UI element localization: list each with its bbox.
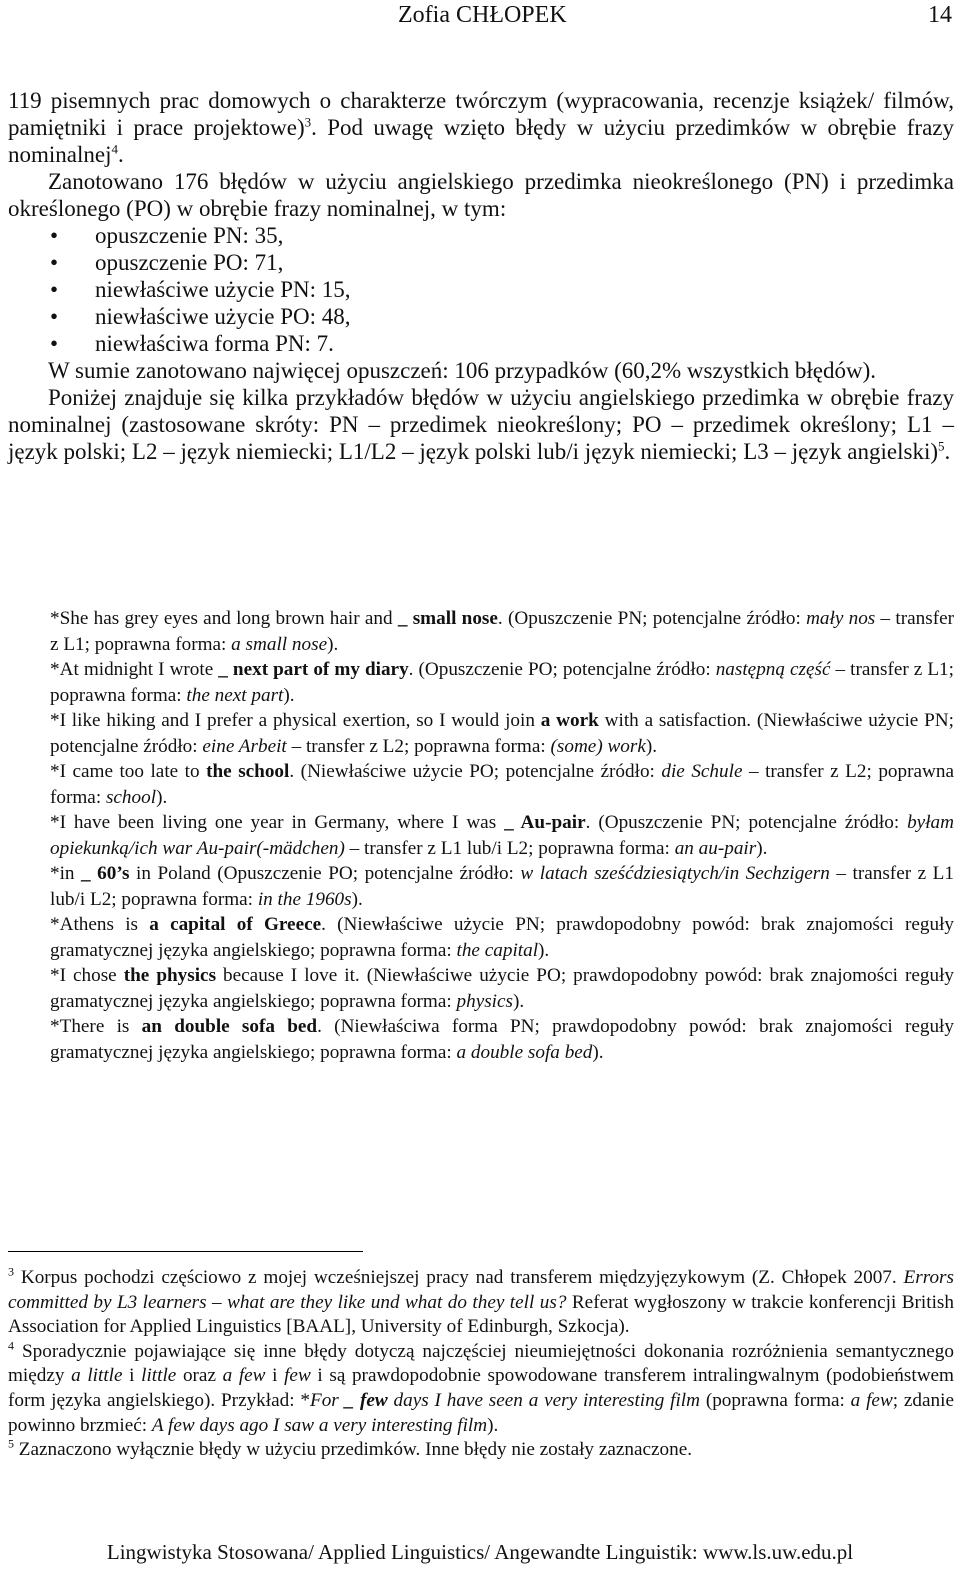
example-comment: . (Niewłaściwa forma PN; prawdopodobny powód: brak znajomości reguły gramatycznej języka angielskiego; poprawna forma: xyxy=(50,1016,954,1063)
example-source: die Schule xyxy=(661,761,743,782)
example-comment-cont: – transfer z L1; poprawna forma: xyxy=(50,659,954,706)
example-text: *There is xyxy=(50,1016,142,1037)
bullet-icon: • xyxy=(50,277,59,302)
example-item xyxy=(50,963,954,1014)
example-error: _ small nose xyxy=(397,608,498,629)
example-comment: with a satisfaction. (Niewłaściwe użycie PN; potencjalne źródło: xyxy=(50,710,954,757)
example-text: *At midnight I wrote xyxy=(50,659,219,680)
example-item xyxy=(50,1014,954,1065)
example-source: mały nos xyxy=(806,608,876,629)
header-author: Zofia CHŁOPEK xyxy=(398,2,567,28)
footnote-text: oraz xyxy=(176,1365,223,1387)
footnote-text: ). xyxy=(487,1414,499,1436)
footnote-text: i xyxy=(265,1365,285,1387)
footnote-4 xyxy=(8,1340,954,1438)
example-text: *I have been living one year in Germany, where I was xyxy=(50,812,505,833)
paragraph-4-end: . xyxy=(944,439,951,464)
example-comment-cont: – transfer z L1; poprawna forma: xyxy=(50,608,954,655)
footnote-term: a few xyxy=(222,1365,266,1387)
footnote-text: Zaznaczono wyłącznie błędy w użyciu przedimków. Inne błędy nie zostały zaznaczone. xyxy=(14,1439,693,1461)
footnote-term: few xyxy=(284,1365,311,1387)
example-item xyxy=(50,759,954,810)
examples-block xyxy=(50,606,954,1065)
example-end: ). xyxy=(351,888,363,910)
example-text: *Athens is xyxy=(50,914,150,935)
example-text: *in xyxy=(50,863,82,884)
footnote-number: 3 xyxy=(8,1264,14,1279)
footnote-text: i xyxy=(122,1365,142,1387)
example-text: *She has grey eyes and long brown hair and xyxy=(50,608,398,629)
example-comment: . (Opuszczenie PO; potencjalne źródło: xyxy=(408,659,716,680)
list-item-text: niewłaściwe użycie PO: 48, xyxy=(95,304,351,329)
example-comment: . (Niewłaściwe użycie PN; prawdopodobny powód: brak znajomości reguły gramatycznej języka angielskiego; poprawna forma: xyxy=(50,914,955,961)
example-correct-form: a double sofa bed xyxy=(456,1041,593,1063)
example-error: a work xyxy=(540,710,599,731)
example-error: an double sofa bed xyxy=(141,1016,318,1037)
example-source: następną część xyxy=(715,659,831,680)
paragraph-4-text: Poniżej znajduje się kilka przykładów błędów w użyciu angielskiego przedimka w obrębie frazy nominalnej (zastosowane skróty: PN – przedimek nieokreślony; PO – przedimek określony; L1 – język polski; L2 – język niemiecki; L1/L2 – język polski lub/i język niemiecki; L3 – język angielski) xyxy=(8,385,954,464)
footnote-text-cont: Referat wygłoszony w trakcie konferencji British Association for Applied Linguistics [BAAL], University of Edinburgh, Szkocja). xyxy=(8,1291,954,1338)
running-header xyxy=(0,0,960,36)
example-correct-form: the capital xyxy=(456,939,539,961)
example-correct-form: physics xyxy=(456,990,513,1012)
paragraph-3: W sumie zanotowano najwięcej opuszczeń: 106 przypadków (60,2% wszystkich błędów). xyxy=(48,358,876,383)
example-correct-form: (some) work xyxy=(550,735,646,757)
footnote-example-error: _ few xyxy=(344,1389,388,1411)
example-error: the physics xyxy=(123,965,217,986)
paragraph-1-text-cont: . Pod uwagę wzięto błędy w użyciu przedimków w obrębie frazy nominalnej xyxy=(8,115,955,167)
list-item xyxy=(8,249,954,276)
example-comment-cont: – transfer z L1 lub/i L2; poprawna forma: xyxy=(344,837,675,859)
example-correct-form: an au-pair xyxy=(674,837,757,859)
bullet-icon: • xyxy=(50,331,59,356)
example-end: ). xyxy=(283,684,295,706)
footnote-text: Korpus pochodzi częściowo z mojej wcześniejszej pracy nad transferem międzyjęzykowym (Z. Chłopek 2007. xyxy=(14,1267,904,1288)
example-correct-form: the next part xyxy=(186,684,284,706)
example-correct-form: in the 1960s xyxy=(257,888,352,910)
example-end: ). xyxy=(513,990,525,1012)
footnote-title: Errors committed by L3 learners – what are they like und what do they tell us? xyxy=(8,1267,954,1313)
footnote-term: a few xyxy=(850,1389,893,1411)
paragraph-4 xyxy=(8,384,954,465)
example-comment: . (Opuszczenie PN; potencjalne źródło: xyxy=(585,812,908,833)
footnote-ref-3: 3 xyxy=(304,114,312,130)
paragraph-1-text: 119 pisemnych prac domowych o charakterze twórczym (wypracowania, recenzje książek/ filmów, pamiętniki i prace projektowe) xyxy=(8,88,954,140)
example-comment-cont: – transfer z L1 lub/i L2; poprawna forma: xyxy=(50,863,954,910)
footnote-number: 5 xyxy=(8,1436,14,1451)
example-comment-cont: – transfer z L2; poprawna forma: xyxy=(50,761,954,808)
example-item xyxy=(50,912,954,963)
footnote-text: Sporadycznie pojawiające się inne błędy dotyczą najczęściej nieumiejętności dokonania rozróżnienia semantycznego między xyxy=(8,1340,954,1387)
example-text: *I chose xyxy=(50,965,124,986)
footnote-ref-5: 5 xyxy=(938,438,945,454)
footnote-3 xyxy=(8,1266,954,1340)
example-comment: . (Opuszczenie PN; potencjalne źródło: xyxy=(497,608,807,629)
example-correct-form: school xyxy=(105,786,157,808)
error-count-list xyxy=(8,222,954,357)
bullet-icon: • xyxy=(50,304,59,329)
main-text xyxy=(8,87,954,465)
example-comment: in Poland (Opuszczenie PO; potencjalne źródło: xyxy=(129,863,521,884)
example-correct-form: a small nose xyxy=(231,633,328,655)
footnote-ref-4: 4 xyxy=(111,141,118,157)
footnote-number: 4 xyxy=(8,1338,14,1353)
example-error: the school xyxy=(206,761,290,782)
example-error: _ next part of my diary xyxy=(218,659,409,680)
paragraph-2: Zanotowano 176 błędów w użyciu angielskiego przedimka nieokreślonego (PN) i przedimka określonego (PO) w obrębie frazy nominalnej, w tym: xyxy=(8,169,954,221)
example-item xyxy=(50,657,954,708)
footnote-example: A few days ago I saw a very interesting film xyxy=(151,1414,488,1436)
example-error: _ Au-pair xyxy=(504,812,586,833)
example-item xyxy=(50,606,954,657)
example-item xyxy=(50,708,954,759)
example-comment: because I love it. (Niewłaściwe użycie PO; prawdopodobny powód: brak znajomości reguły gramatycznej języka angielskiego; poprawna forma: xyxy=(50,965,955,1012)
list-item xyxy=(8,303,954,330)
list-item xyxy=(8,330,954,357)
example-source: w latach sześćdziesiątych/in Sechzigern xyxy=(520,863,830,884)
list-item xyxy=(8,222,954,249)
paragraph-1-end: . xyxy=(117,142,124,167)
page-number: 14 xyxy=(928,2,952,28)
example-source: byłam opiekunką/ich war Au-pair(-mädchen) xyxy=(50,812,954,859)
example-comment: . (Niewłaściwe użycie PO; potencjalne źródło: xyxy=(289,761,662,782)
bullet-icon: • xyxy=(50,223,59,248)
example-end: ). xyxy=(538,939,550,961)
footnote-text: ; zdanie powinno brzmieć: xyxy=(8,1389,954,1436)
example-end: ). xyxy=(756,837,768,859)
example-text: *I like hiking and I prefer a physical exertion, so I would join xyxy=(50,710,541,731)
example-comment-cont: – transfer z L2; poprawna forma: xyxy=(286,735,551,757)
example-error: a capital of Greece xyxy=(149,914,322,935)
example-item xyxy=(50,861,954,912)
example-end: ). xyxy=(156,786,168,808)
bullet-icon: • xyxy=(50,250,59,275)
footnote-example: For xyxy=(309,1389,345,1411)
footnote-separator xyxy=(8,1251,363,1252)
footnotes xyxy=(8,1266,954,1463)
example-end: ). xyxy=(327,633,339,655)
example-end: ). xyxy=(592,1041,604,1063)
running-footer: Lingwistyka Stosowana/ Applied Linguistics/ Angewandte Linguistik: www.ls.uw.edu.pl xyxy=(106,1540,854,1564)
example-item xyxy=(50,810,954,861)
list-item-text: niewłaściwa forma PN: 7. xyxy=(95,331,334,356)
footnote-5 xyxy=(8,1438,954,1463)
example-end: ). xyxy=(645,735,658,757)
footnote-term: little xyxy=(141,1365,177,1387)
footnote-text: i są prawdopodobnie spowodowane transferem intralingwalnym (podobieństwem form języka angielskiego). Przykład: * xyxy=(8,1365,954,1411)
paragraph-1 xyxy=(8,87,954,168)
list-item xyxy=(8,276,954,303)
example-error: _ 60’s xyxy=(81,863,130,884)
example-source: eine Arbeit xyxy=(202,735,287,757)
example-text: *I came too late to xyxy=(50,761,207,782)
footnote-term: a little xyxy=(71,1365,123,1387)
footnote-text: (poprawna forma: xyxy=(700,1389,851,1411)
list-item-text: niewłaściwe użycie PN: 15, xyxy=(95,277,351,302)
footnote-example: days I have seen a very interesting film xyxy=(387,1389,700,1411)
list-item-text: opuszczenie PN: 35, xyxy=(95,223,284,248)
list-item-text: opuszczenie PO: 71, xyxy=(95,250,284,275)
